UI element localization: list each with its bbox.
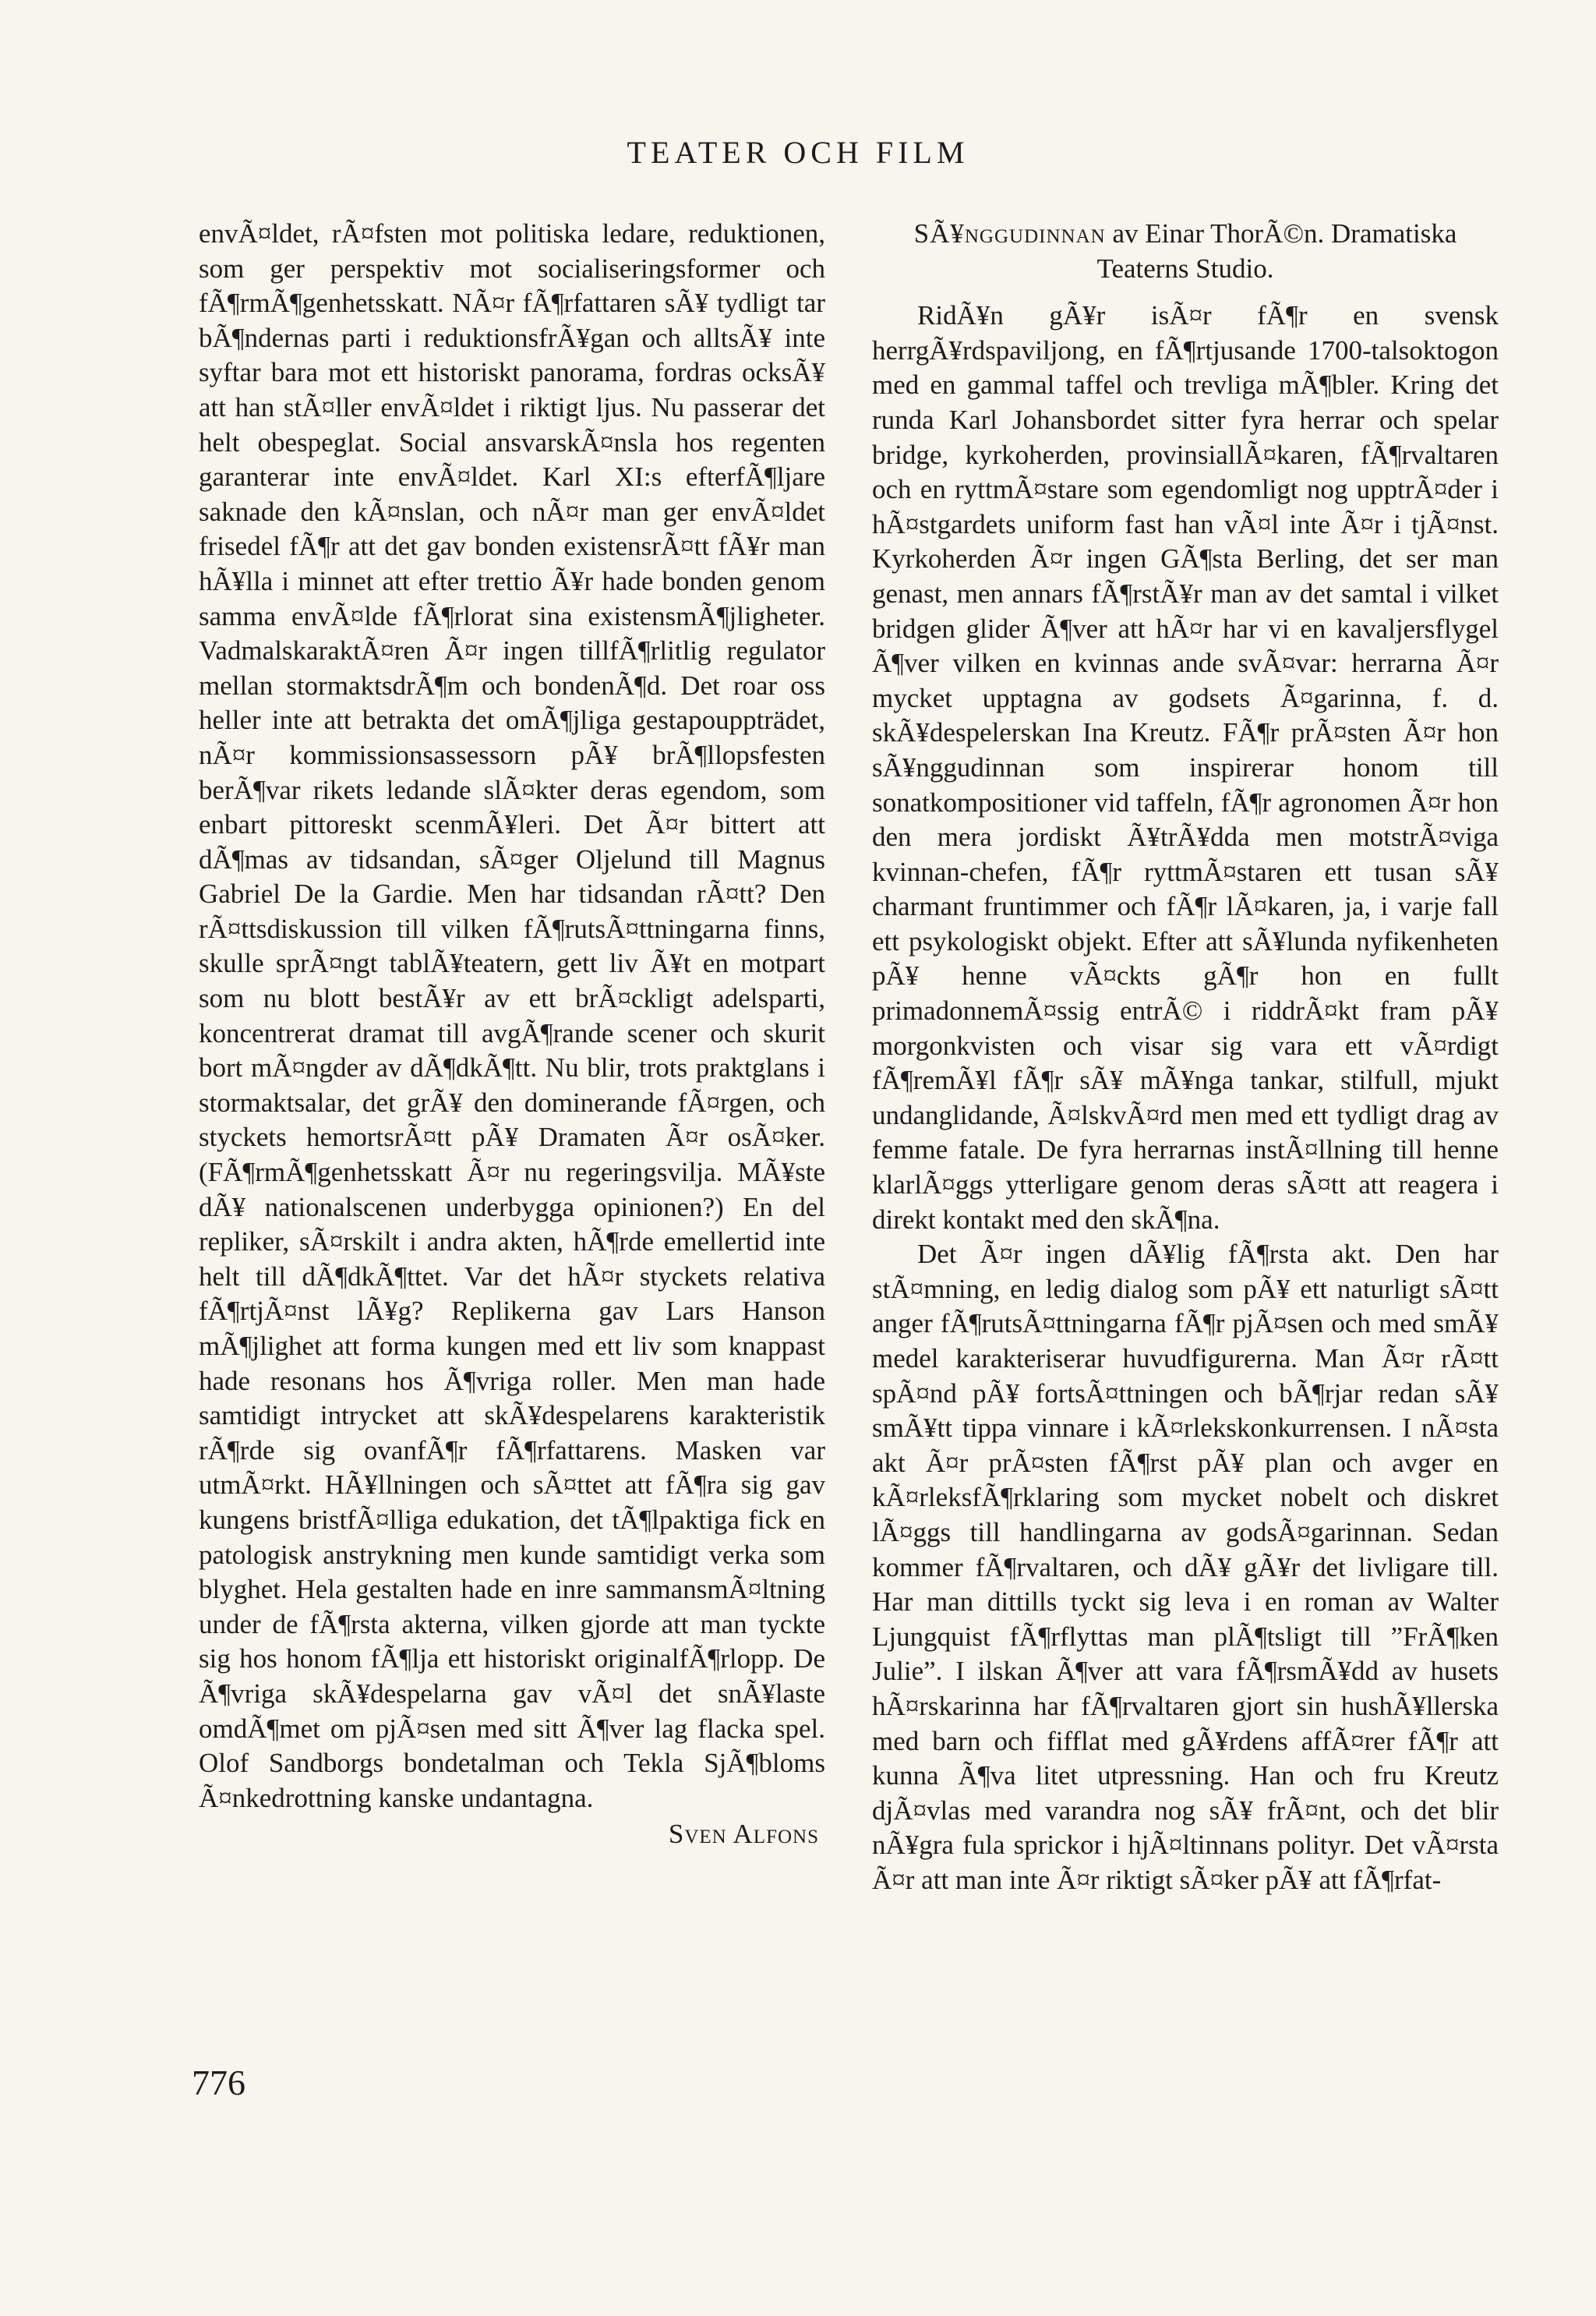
page-number: 776: [192, 2063, 245, 2102]
right-column-paragraph-2: Det Ã¤r ingen dÃ¥lig fÃ¶rsta akt. Den har stÃ¤mning, en ledig dialog som pÃ¥ ett naturligt sÃ¤tt anger fÃ¶rutsÃ¤ttningarna fÃ¶r pjÃ¤sen och med smÃ¥ medel karakteriserar huvudfigurerna. Man Ã¤r rÃ¤tt spÃ¤nd pÃ¥ fortsÃ¤ttningen och bÃ¶rjar redan sÃ¥ smÃ¥tt tippa vinnare i kÃ¤rlekskonkurrensen. I nÃ¤sta akt Ã¤r prÃ¤sten fÃ¶rst pÃ¥ plan och avger en kÃ¤rleksfÃ¶rklaring som mycket nobelt och diskret lÃ¤ggs till handlingarna av godsÃ¤garinnan. Sedan kommer fÃ¶rvaltaren, och dÃ¥ gÃ¥r det livligare till. Har man dittills tyckt sig leva i en roman av Walter Ljungquist fÃ¶rflyttas man plÃ¶tsligt till ”FrÃ¶ken Julie”. I ilskan Ã¶ver att vara fÃ¶rsmÃ¥dd av husets hÃ¤rskarinna har fÃ¶rvaltaren gjort sin hushÃ¥llerska med barn och fifflat med gÃ¥rdens affÃ¤rer fÃ¶r att kunna Ã¶va litet utpressning. Han och fru Kreutz djÃ¤vlas med varandra nog sÃ¥ frÃ¤nt, och det blir nÃ¥gra fula sprickor i hjÃ¤ltinnans polityr. Det vÃ¤rsta Ã¤r att man inte Ã¤r riktigt sÃ¤ker pÃ¥ att fÃ¶rfat-: [872, 1239, 1499, 1895]
right-column-paragraph-1: RidÃ¥n gÃ¥r isÃ¤r fÃ¶r en svensk herrgÃ¥rdspaviljong, en fÃ¶rtjusande 1700-talsoktogon med en gammal taffel och trevliga mÃ¶bler. Kring det runda Karl Johansbordet sitter fyra herrar och spelar bridge, kyrkoherden, provinsiallÃ¤karen, fÃ¶rvaltaren och en ryttmÃ¤stare som egendomligt nog upptrÃ¤der i hÃ¤stgardets uniform fast han vÃ¤l inte Ã¤r i tjÃ¤nst. Kyrkoherden Ã¤r ingen GÃ¶sta Berling, det ser man genast, men annars fÃ¶rstÃ¥r man av det samtal i vilket bridgen glider Ã¶ver att hÃ¤r har vi en kavaljersflygel Ã¶ver vilken en kvinnas ande svÃ¤var: herrarna Ã¤r mycket upptagna av godsets Ã¤garinna, f. d. skÃ¥despelerskan Ina Kreutz. FÃ¶r prÃ¤sten Ã¤r hon sÃ¥nggudinnan som inspirerar honom till sonatkompositioner vid taffeln, fÃ¶r agronomen Ã¤r hon den mera jordiskt Ã¥trÃ¥dda men motstrÃ¤viga kvinnan-chefen, fÃ¶r ryttmÃ¤staren ett tusan sÃ¥ charmant fruntimmer och fÃ¶r lÃ¤karen, ja, i varje fall ett psykologiskt objekt. Efter att sÃ¥lunda nyfikenheten pÃ¥ henne vÃ¤ckts gÃ¶r hon en fullt primadonnemÃ¤ssig entrÃ© i riddrÃ¤kt fram pÃ¥ morgonkvisten och visar sig vara ett vÃ¤rdigt fÃ¶remÃ¥l fÃ¶r sÃ¥ mÃ¥nga tankar, stilfull, mjukt undanglidande, Ã¤lskvÃ¤rd men med ett tydligt drag av femme fatale. De fyra herrarnas instÃ¤llning till henne klarlÃ¤ggs ytterligare genom deras sÃ¤tt att reagera i direkt kontakt med den skÃ¶na.: [872, 300, 1499, 1235]
author-signature: Sven Alfons: [668, 1819, 819, 1850]
right-column: [872, 217, 1499, 1898]
left-column-paragraph: envÃ¤ldet, rÃ¤fsten mot politiska ledare, reduktionen, som ger perspektiv mot socialiseringsformer och fÃ¶rmÃ¶genhetsskatt. NÃ¤r fÃ¶rfattaren sÃ¥ tydligt tar bÃ¶ndernas parti i reduktionsfrÃ¥gan och alltsÃ¥ inte syftar bara mot ett historiskt panorama, fordras ocksÃ¥ att han stÃ¤ller envÃ¤ldet i riktigt ljus. Nu passerar det helt obespeglat. Social ansvarskÃ¤nsla hos regenten garanterar inte envÃ¤ldet. Karl XI:s efterfÃ¶ljare saknade den kÃ¤nslan, och nÃ¤r man ger envÃ¤ldet frisedel fÃ¶r att det gav bonden existensrÃ¤tt fÃ¥r man hÃ¥lla i minnet att efter trettio Ã¥r hade bonden genom samma envÃ¤lde fÃ¶rlorat sina existensmÃ¶jligheter. VadmalskaraktÃ¤ren Ã¤r ingen tillfÃ¶rlitlig regulator mellan stormaktsdrÃ¶m och bondenÃ¶d. Det roar oss heller inte att betrakta det omÃ¶jliga gestapouppträdet, nÃ¤r kommissionsassessorn pÃ¥ brÃ¶llopsfesten berÃ¶var rikets ledande slÃ¤kter deras egendom, som enbart pittoreskt scenmÃ¥leri. Det Ã¤r bittert att dÃ¶mas av tidsandan, sÃ¤ger Oljelund till Magnus Gabriel De la Gardie. Men har tidsandan rÃ¤tt? Den rÃ¤ttsdiskussion till vilken fÃ¶rutsÃ¤ttningarna finns, skulle sprÃ¤ngt tablÃ¥teatern, gett liv Ã¥t en motpart som nu blott bestÃ¥r av ett brÃ¤ckligt adelsparti, koncentrerat dramat till avgÃ¶rande scener och skurit bort mÃ¤ngder av dÃ¶dkÃ¶tt. Nu blir, trots praktglans i stormaktsalar, det grÃ¥ den dominerande fÃ¤rgen, och styckets hemortsrÃ¤tt pÃ¥ Dramaten Ã¤r osÃ¤ker. (FÃ¶rmÃ¶genhetsskatt Ã¤r nu regeringsvilja. MÃ¥ste dÃ¥ nationalscenen underbygga opinionen?) En del repliker, sÃ¤rskilt i andra akten, hÃ¶rde emellertid inte helt till dÃ¶dkÃ¶ttet. Var det hÃ¤r styckets relativa fÃ¶rtjÃ¤nst lÃ¥g? Replikerna gav Lars Hanson mÃ¶jlighet att forma kungen med ett liv som knappast hade resonans hos Ã¶vriga roller. Men man hade samtidigt intrycket att skÃ¥despelarens karakteristik rÃ¶rde sig ovanfÃ¶r fÃ¶rfattarens. Masken var utmÃ¤rkt. HÃ¥llningen och sÃ¤ttet att fÃ¶ra sig gav kungens bristfÃ¤lliga edukation, det tÃ¶lpaktiga fick en patologisk anstrykning men kunde samtidigt verka som blyghet. Hela gestalten hade en inre sammansmÃ¤ltning under de fÃ¶rsta akterna, vilken gjorde att man tyckte sig hos honom fÃ¶lja ett historiskt originalfÃ¶rlopp. De Ã¶vriga skÃ¥despelarna gav vÃ¤l det snÃ¥laste omdÃ¶met om pjÃ¤sen med sitt Ã¶ver lag flacka spel. Olof Sandborgs bondetalman och Tekla SjÃ¶bloms Ã¤nkedrottning kanske undantagna.: [199, 218, 825, 1813]
running-head: TEATER OCH FILM: [627, 135, 969, 170]
left-column: [199, 217, 825, 1852]
review-credit: av Einar ThorÃ©n. Dramatiska Teaterns Studio.: [1096, 218, 1457, 284]
review-heading: [872, 217, 1499, 286]
review-title: SÃ¥nggudinnan: [913, 218, 1106, 249]
